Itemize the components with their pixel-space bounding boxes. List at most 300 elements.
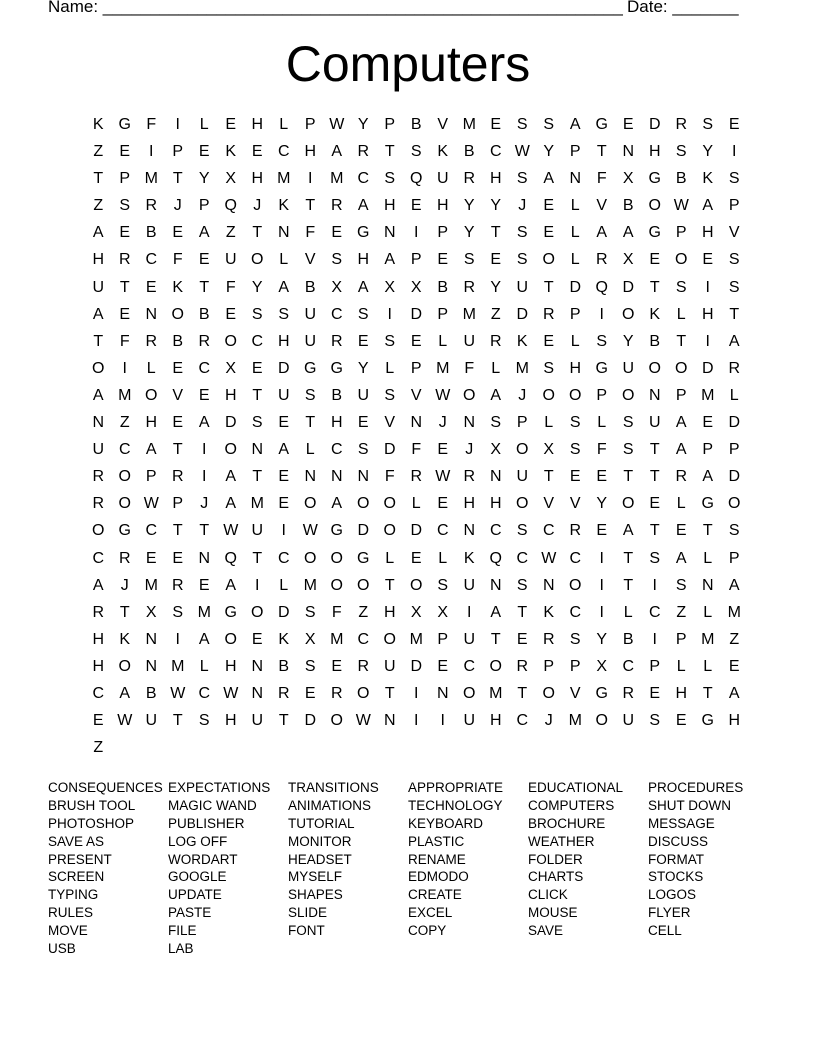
grid-letter: H bbox=[330, 414, 343, 432]
grid-letter: L bbox=[703, 603, 713, 621]
grid-letter: K bbox=[702, 170, 714, 188]
grid-letter: H bbox=[304, 143, 317, 161]
grid-letter: R bbox=[145, 197, 158, 215]
grid-letter: A bbox=[675, 414, 687, 432]
word-list bbox=[48, 779, 768, 958]
grid-letter: S bbox=[649, 549, 661, 567]
grid-letter: L bbox=[703, 657, 713, 675]
grid-letter: T bbox=[172, 441, 183, 459]
grid-letter: M bbox=[727, 603, 741, 621]
grid-letter: T bbox=[252, 549, 263, 567]
grid-letter: R bbox=[92, 468, 105, 486]
grid-letter: R bbox=[463, 170, 476, 188]
grid-letter: D bbox=[516, 305, 529, 323]
grid-letter: C bbox=[277, 143, 290, 161]
grid-letter: Z bbox=[729, 630, 740, 648]
grid-letter: A bbox=[225, 495, 237, 513]
grid-letter: H bbox=[224, 712, 237, 730]
word-list-item: COPY bbox=[408, 923, 447, 939]
grid-letter: I bbox=[387, 305, 392, 323]
grid-letter: J bbox=[544, 712, 553, 730]
grid-letter: O bbox=[330, 576, 343, 594]
grid-letter: N bbox=[304, 468, 317, 486]
grid-letter: K bbox=[278, 197, 290, 215]
grid-letter: V bbox=[172, 386, 184, 404]
grid-letter: T bbox=[517, 684, 528, 702]
grid-letter: T bbox=[490, 224, 501, 242]
grid-letter: T bbox=[252, 386, 263, 404]
grid-letter: C bbox=[145, 251, 158, 269]
grid-letter: O bbox=[622, 305, 635, 323]
grid-letter: S bbox=[304, 603, 316, 621]
grid-letter: W bbox=[329, 116, 345, 133]
word-list-item: WORDART bbox=[168, 851, 238, 867]
grid-letter: I bbox=[440, 712, 445, 730]
grid-letter: A bbox=[622, 224, 634, 242]
grid-letter: C bbox=[357, 630, 370, 648]
grid-letter: P bbox=[569, 143, 581, 161]
grid-letter: E bbox=[437, 495, 449, 513]
grid-letter: I bbox=[732, 143, 737, 161]
grid-letter: S bbox=[569, 414, 581, 432]
grid-letter: A bbox=[357, 278, 369, 296]
grid-letter: E bbox=[278, 468, 290, 486]
grid-letter: C bbox=[569, 603, 582, 621]
grid-letter: D bbox=[410, 305, 423, 323]
grid-letter: H bbox=[224, 657, 237, 675]
grid-letter: I bbox=[122, 359, 127, 377]
grid-letter: E bbox=[622, 116, 634, 133]
grid-letter: N bbox=[622, 143, 635, 161]
grid-letter: I bbox=[652, 630, 657, 648]
grid-letter: E bbox=[649, 251, 661, 269]
grid-letter: E bbox=[278, 414, 290, 432]
grid-letter: R bbox=[542, 630, 555, 648]
grid-letter: O bbox=[357, 495, 370, 513]
grid-letter: N bbox=[569, 170, 582, 188]
grid-letter: P bbox=[702, 441, 714, 459]
grid-letter: L bbox=[570, 251, 580, 269]
word-list-item: CELL bbox=[648, 923, 682, 939]
grid-letter: D bbox=[728, 468, 741, 486]
grid-letter: X bbox=[331, 278, 343, 296]
grid-letter: E bbox=[543, 197, 555, 215]
grid-letter: H bbox=[436, 197, 449, 215]
grid-letter: E bbox=[172, 549, 184, 567]
grid-letter: C bbox=[489, 143, 502, 161]
grid-letter: N bbox=[489, 576, 502, 594]
word-list-item: UPDATE bbox=[168, 887, 222, 903]
grid-letter: E bbox=[728, 657, 740, 675]
word-list-item: LAB bbox=[168, 941, 194, 957]
grid-letter: M bbox=[409, 630, 423, 648]
grid-letter: R bbox=[330, 684, 343, 702]
grid-letter: I bbox=[705, 332, 710, 350]
grid-letter: Q bbox=[595, 278, 608, 296]
word-list-item: EXCEL bbox=[408, 905, 453, 921]
grid-letter: R bbox=[463, 468, 476, 486]
grid-letter: E bbox=[172, 359, 184, 377]
grid-letter: H bbox=[569, 359, 582, 377]
grid-letter: U bbox=[304, 305, 317, 323]
word-list-item: SHAPES bbox=[288, 887, 343, 903]
grid-letter: S bbox=[357, 441, 369, 459]
grid-letter: C bbox=[118, 441, 131, 459]
grid-letter: N bbox=[542, 576, 555, 594]
grid-letter: U bbox=[463, 630, 476, 648]
grid-letter: V bbox=[437, 116, 449, 133]
grid-letter: R bbox=[595, 251, 608, 269]
grid-letter: S bbox=[516, 170, 528, 188]
grid-letter: E bbox=[119, 305, 131, 323]
grid-letter: R bbox=[330, 197, 343, 215]
grid-letter: E bbox=[145, 278, 157, 296]
grid-letter: A bbox=[331, 143, 343, 161]
grid-letter: O bbox=[648, 197, 661, 215]
grid-letter: X bbox=[225, 170, 237, 188]
grid-letter: R bbox=[410, 468, 423, 486]
grid-letter: S bbox=[516, 224, 528, 242]
header bbox=[48, 0, 748, 21]
grid-letter: E bbox=[198, 576, 210, 594]
grid-letter: Z bbox=[93, 143, 104, 161]
word-list-item: PLASTIC bbox=[408, 833, 465, 849]
grid-letter: H bbox=[277, 332, 290, 350]
grid-letter: Y bbox=[490, 278, 502, 296]
word-list-item: BRUSH TOOL bbox=[48, 797, 136, 813]
grid-letter: Y bbox=[596, 495, 608, 513]
grid-letter: E bbox=[145, 549, 157, 567]
grid-letter: G bbox=[648, 170, 661, 188]
grid-letter: A bbox=[357, 197, 369, 215]
grid-letter: U bbox=[648, 414, 661, 432]
grid-letter: C bbox=[198, 359, 211, 377]
grid-letter: T bbox=[384, 143, 395, 161]
grid-letter: P bbox=[596, 386, 608, 404]
grid-letter: A bbox=[92, 224, 104, 242]
grid-letter: R bbox=[92, 495, 105, 513]
word-list-item: PHOTOSHOP bbox=[48, 815, 135, 831]
grid-letter: S bbox=[198, 712, 210, 730]
word-list-item: HEADSET bbox=[288, 851, 352, 867]
grid-letter: H bbox=[383, 603, 396, 621]
grid-letter: N bbox=[410, 414, 423, 432]
word-list-item: MOVE bbox=[48, 923, 88, 939]
grid-letter: H bbox=[489, 495, 502, 513]
grid-letter: T bbox=[543, 468, 554, 486]
grid-letter: R bbox=[675, 468, 688, 486]
grid-letter: T bbox=[119, 603, 130, 621]
grid-letter: M bbox=[303, 576, 317, 594]
grid-letter: J bbox=[120, 576, 129, 594]
grid-letter: G bbox=[701, 712, 714, 730]
grid-letter: L bbox=[570, 332, 580, 350]
grid-letter: R bbox=[145, 332, 158, 350]
grid-letter: H bbox=[728, 712, 741, 730]
grid-letter: T bbox=[543, 278, 554, 296]
grid-letter: U bbox=[224, 251, 237, 269]
grid-letter: A bbox=[728, 576, 740, 594]
grid-letter: I bbox=[175, 116, 180, 133]
grid-letter: R bbox=[92, 603, 105, 621]
grid-letter: T bbox=[596, 143, 607, 161]
grid-letter: A bbox=[92, 305, 104, 323]
grid-letter: P bbox=[437, 630, 449, 648]
grid-letter: E bbox=[331, 224, 343, 242]
grid-letter: F bbox=[596, 441, 607, 459]
grid-letter: S bbox=[278, 305, 290, 323]
grid-letter: O bbox=[569, 386, 582, 404]
grid-letter: E bbox=[649, 684, 661, 702]
grid-letter: K bbox=[119, 630, 131, 648]
grid-letter: S bbox=[384, 386, 396, 404]
grid-letter: V bbox=[543, 495, 555, 513]
grid-letter: K bbox=[172, 278, 184, 296]
grid-letter: I bbox=[467, 603, 472, 621]
grid-letter: F bbox=[172, 251, 183, 269]
grid-letter: M bbox=[197, 603, 211, 621]
grid-letter: E bbox=[198, 251, 210, 269]
grid-letter: I bbox=[414, 684, 419, 702]
grid-letter: L bbox=[570, 224, 580, 242]
grid-letter: Y bbox=[622, 332, 634, 350]
grid-letter: Y bbox=[251, 278, 263, 296]
grid-letter: S bbox=[675, 143, 687, 161]
grid-letter: H bbox=[92, 251, 105, 269]
grid-letter: M bbox=[515, 359, 529, 377]
letter-grid bbox=[85, 111, 748, 761]
grid-letter: B bbox=[675, 170, 687, 188]
grid-letter: C bbox=[330, 305, 343, 323]
grid-letter: Q bbox=[224, 549, 237, 567]
word-list-item: MAGIC WAND bbox=[168, 797, 257, 813]
grid-letter: E bbox=[675, 522, 687, 540]
grid-letter: O bbox=[622, 386, 635, 404]
grid-letter: A bbox=[198, 414, 210, 432]
grid-letter: G bbox=[595, 116, 608, 133]
grid-letter: H bbox=[251, 116, 264, 133]
grid-letter: J bbox=[518, 197, 527, 215]
grid-letter: T bbox=[172, 170, 183, 188]
grid-letter: W bbox=[435, 468, 451, 486]
grid-letter: W bbox=[355, 712, 371, 730]
grid-letter: Y bbox=[490, 197, 502, 215]
word-list-item: SAVE bbox=[528, 923, 564, 939]
grid-letter: S bbox=[596, 332, 608, 350]
grid-letter: G bbox=[648, 224, 661, 242]
grid-letter: O bbox=[516, 495, 529, 513]
word-list-item: STOCKS bbox=[648, 869, 704, 885]
grid-letter: D bbox=[277, 603, 290, 621]
grid-letter: X bbox=[384, 278, 396, 296]
grid-letter: S bbox=[728, 251, 740, 269]
grid-letter: Y bbox=[357, 116, 369, 133]
grid-letter: V bbox=[596, 197, 608, 215]
grid-letter: E bbox=[543, 224, 555, 242]
grid-letter: F bbox=[384, 468, 395, 486]
grid-letter: G bbox=[118, 522, 131, 540]
grid-letter: F bbox=[596, 170, 607, 188]
grid-letter: T bbox=[702, 684, 713, 702]
grid-letter: O bbox=[224, 332, 237, 350]
grid-letter: R bbox=[357, 657, 370, 675]
grid-letter: L bbox=[729, 386, 739, 404]
grid-letter: E bbox=[410, 332, 422, 350]
grid-letter: W bbox=[143, 495, 159, 513]
grid-letter: I bbox=[705, 278, 710, 296]
grid-letter: C bbox=[145, 522, 158, 540]
grid-letter: N bbox=[463, 414, 476, 432]
grid-letter: I bbox=[175, 630, 180, 648]
grid-letter: C bbox=[648, 603, 661, 621]
grid-letter: Z bbox=[93, 197, 104, 215]
word-list-item: RULES bbox=[48, 905, 94, 921]
grid-letter: M bbox=[462, 116, 476, 133]
grid-letter: T bbox=[676, 332, 687, 350]
grid-letter: C bbox=[198, 684, 211, 702]
grid-letter: O bbox=[463, 684, 476, 702]
grid-letter: I bbox=[308, 170, 313, 188]
grid-letter: S bbox=[728, 170, 740, 188]
word-list-item: PUBLISHER bbox=[168, 815, 245, 831]
grid-letter: P bbox=[437, 224, 449, 242]
grid-letter: C bbox=[622, 657, 635, 675]
grid-letter: K bbox=[516, 332, 528, 350]
word-list-item: TUTORIAL bbox=[288, 815, 355, 831]
grid-letter: B bbox=[622, 197, 634, 215]
word-list-item: LOGOS bbox=[648, 887, 697, 903]
grid-letter: T bbox=[649, 522, 660, 540]
grid-letter: U bbox=[516, 278, 529, 296]
word-list-item: ANIMATIONS bbox=[288, 797, 372, 813]
grid-letter: P bbox=[410, 359, 422, 377]
grid-letter: E bbox=[596, 522, 608, 540]
word-list-item: MYSELF bbox=[288, 869, 343, 885]
grid-letter: O bbox=[675, 251, 688, 269]
grid-letter: U bbox=[145, 712, 158, 730]
grid-letter: T bbox=[119, 278, 130, 296]
word-list-item: RENAME bbox=[408, 851, 466, 867]
grid-letter: T bbox=[252, 468, 263, 486]
grid-letter: U bbox=[622, 712, 635, 730]
grid-letter: A bbox=[198, 630, 210, 648]
grid-letter: D bbox=[701, 359, 714, 377]
word-list-item: WEATHER bbox=[528, 833, 595, 849]
grid-letter: R bbox=[675, 116, 688, 133]
grid-letter: K bbox=[649, 305, 661, 323]
grid-letter: A bbox=[92, 576, 104, 594]
grid-letter: T bbox=[278, 712, 289, 730]
grid-letter: P bbox=[145, 468, 157, 486]
grid-letter: U bbox=[357, 386, 370, 404]
grid-letter: M bbox=[118, 386, 132, 404]
grid-letter: C bbox=[542, 522, 555, 540]
word-list-item: MESSAGE bbox=[648, 815, 715, 831]
grid-letter: P bbox=[198, 197, 210, 215]
grid-letter: P bbox=[569, 305, 581, 323]
grid-letter: G bbox=[118, 116, 131, 133]
grid-letter: L bbox=[199, 657, 209, 675]
grid-letter: L bbox=[279, 251, 289, 269]
grid-letter: T bbox=[729, 305, 740, 323]
word-list-item: CONSEQUENCES bbox=[48, 780, 163, 795]
grid-letter: O bbox=[171, 305, 184, 323]
grid-letter: H bbox=[648, 143, 661, 161]
grid-letter: E bbox=[569, 468, 581, 486]
grid-letter: Q bbox=[489, 549, 502, 567]
grid-letter: B bbox=[278, 657, 290, 675]
grid-letter: F bbox=[119, 332, 130, 350]
grid-letter: S bbox=[251, 305, 263, 323]
grid-letter: I bbox=[281, 522, 286, 540]
grid-letter: L bbox=[199, 116, 209, 133]
grid-letter: S bbox=[543, 116, 555, 133]
grid-letter: O bbox=[330, 549, 343, 567]
grid-letter: S bbox=[384, 170, 396, 188]
grid-letter: E bbox=[225, 305, 237, 323]
grid-letter: N bbox=[383, 224, 396, 242]
grid-letter: A bbox=[622, 522, 634, 540]
grid-letter: S bbox=[543, 359, 555, 377]
grid-letter: R bbox=[569, 522, 582, 540]
grid-letter: N bbox=[463, 522, 476, 540]
word-list-item: FONT bbox=[288, 923, 325, 939]
grid-letter: B bbox=[437, 278, 449, 296]
grid-letter: I bbox=[149, 143, 154, 161]
grid-letter: U bbox=[383, 657, 396, 675]
grid-letter: R bbox=[357, 143, 370, 161]
grid-letter: S bbox=[437, 576, 449, 594]
grid-letter: B bbox=[331, 386, 343, 404]
grid-letter: R bbox=[622, 684, 635, 702]
grid-letter: Z bbox=[225, 224, 236, 242]
grid-letter: A bbox=[331, 495, 343, 513]
grid-letter: W bbox=[117, 712, 133, 730]
grid-letter: G bbox=[357, 549, 370, 567]
grid-letter: I bbox=[599, 603, 604, 621]
grid-letter: Y bbox=[198, 170, 210, 188]
grid-letter: M bbox=[489, 684, 503, 702]
grid-letter: L bbox=[570, 197, 580, 215]
grid-letter: R bbox=[171, 468, 184, 486]
grid-letter: N bbox=[330, 468, 343, 486]
grid-letter: T bbox=[199, 278, 210, 296]
grid-letter: T bbox=[384, 576, 395, 594]
grid-letter: L bbox=[676, 657, 686, 675]
grid-letter: O bbox=[489, 657, 502, 675]
word-list-item: CREATE bbox=[408, 887, 462, 903]
grid-letter: W bbox=[223, 684, 239, 702]
grid-letter: N bbox=[489, 468, 502, 486]
grid-letter: Z bbox=[490, 305, 501, 323]
grid-letter: A bbox=[384, 251, 396, 269]
grid-letter: P bbox=[410, 251, 422, 269]
word-list-item: PROCEDURES bbox=[648, 780, 744, 795]
grid-letter: A bbox=[675, 549, 687, 567]
grid-letter: W bbox=[514, 143, 530, 161]
grid-letter: M bbox=[462, 305, 476, 323]
grid-letter: T bbox=[623, 468, 634, 486]
grid-letter: O bbox=[357, 576, 370, 594]
grid-letter: X bbox=[410, 278, 422, 296]
grid-letter: S bbox=[728, 522, 740, 540]
grid-letter: S bbox=[649, 712, 661, 730]
grid-letter: E bbox=[331, 657, 343, 675]
grid-letter: A bbox=[225, 468, 237, 486]
grid-letter: A bbox=[675, 441, 687, 459]
grid-letter: T bbox=[649, 468, 660, 486]
grid-letter: U bbox=[436, 170, 449, 188]
